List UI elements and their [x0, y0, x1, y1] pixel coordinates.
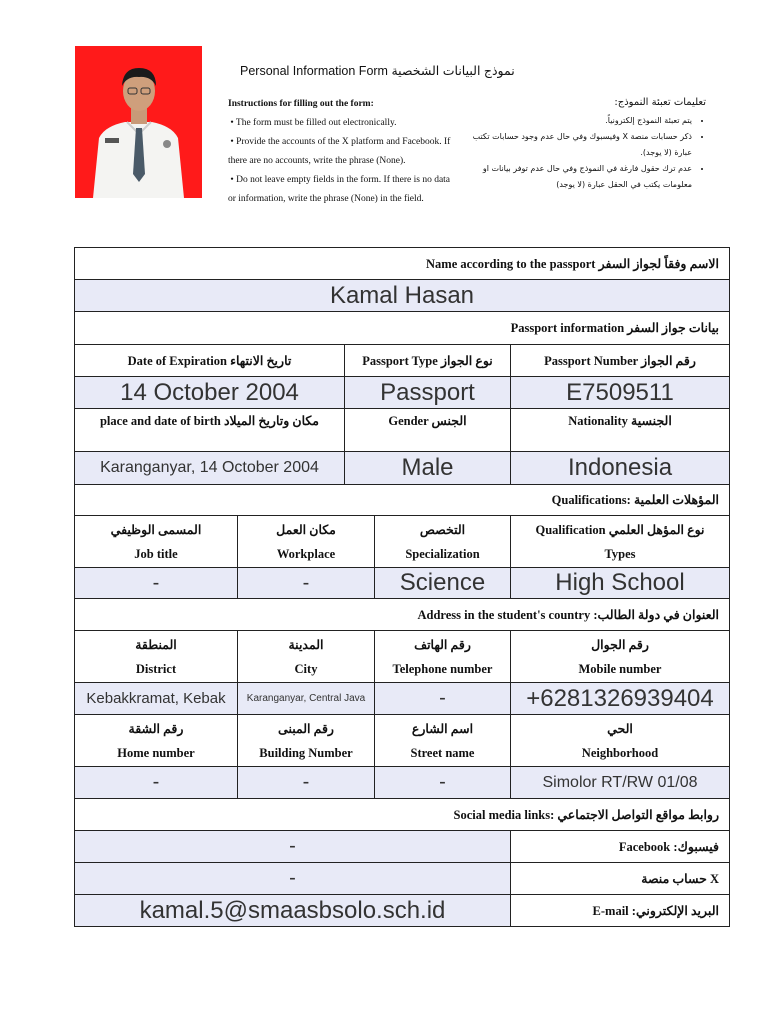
- personal-info-form: [74, 247, 730, 927]
- telephone-value[interactable]: -: [375, 683, 511, 715]
- date-expiration-label: Date of Expiration تاريخ الانتهاء: [75, 345, 345, 377]
- qualifications-label: Qualifications: المؤهلات العلمية: [75, 485, 729, 516]
- instruction-item-arabic: • ذكر حسابات منصة X وفيسبوك وفي حال عدم وجود حسابات تكتب عبارة (لا يوجد).: [470, 129, 692, 161]
- passport-number-value[interactable]: E7509511: [511, 377, 729, 409]
- name-label: Name according to the passport الاسم وفقاً لجواز السفر: [75, 248, 729, 280]
- qualification-type-value[interactable]: High School: [511, 568, 729, 599]
- name-value[interactable]: Kamal Hasan: [75, 280, 729, 312]
- specialization-label: التخصص Specialization: [375, 516, 511, 568]
- home-number-label: رقم الشقة Home number: [75, 715, 238, 767]
- instruction-item-arabic: • يتم تعبئة النموذج إلكترونياً.: [470, 113, 692, 129]
- job-title-value[interactable]: -: [75, 568, 238, 599]
- instructions-heading-arabic: تعليمات تعبئة النموذج:: [614, 97, 706, 108]
- instruction-item: • Provide the accounts of the X platform and Facebook. If there are no accounts, write the phrase (None).: [228, 137, 451, 166]
- facebook-value[interactable]: -: [75, 831, 511, 863]
- instruction-item-arabic: • عدم ترك حقول فارغة في النموذج وفي حال عدم توفر بيانات او معلومات يكتب في الحقل عبارة (لا يوجد): [470, 161, 692, 193]
- nationality-value[interactable]: Indonesia: [511, 452, 729, 485]
- workplace-value[interactable]: -: [238, 568, 375, 599]
- instructions-english: [228, 95, 460, 209]
- x-account-label: حساب منصة X: [511, 863, 729, 895]
- instructions-heading: Instructions for filling out the form:: [228, 99, 374, 109]
- instruction-item: • The form must be filled out electronically.: [228, 118, 397, 128]
- address-label: Address in the student's country :العنوان في دولة الطالب: [75, 599, 729, 631]
- city-value[interactable]: Karanganyar, Central Java: [238, 683, 375, 715]
- qualification-types-label: Qualification نوع المؤهل العلمي Types: [511, 516, 729, 568]
- social-media-label: Social media links: روابط مواقع التواصل الاجتماعي: [75, 799, 729, 831]
- building-number-label: رقم المبنى Building Number: [238, 715, 375, 767]
- gender-value[interactable]: Male: [345, 452, 511, 485]
- email-value[interactable]: kamal.5@smaasbsolo.sch.id: [75, 895, 511, 926]
- neighborhood-value[interactable]: Simolor RT/RW 01/08: [511, 767, 729, 799]
- date-expiration-value[interactable]: 14 October 2004: [75, 377, 345, 409]
- email-label: E-mail :البريد الإلكتروني: [592, 903, 719, 918]
- building-number-value[interactable]: -: [238, 767, 375, 799]
- place-dob-label: place and date of birth مكان وتاريخ الميلاد: [75, 409, 345, 452]
- gender-label: Gender الجنس: [345, 409, 511, 452]
- x-account-value[interactable]: -: [75, 863, 511, 895]
- workplace-label: مكان العمل Workplace: [238, 516, 375, 568]
- district-value[interactable]: Kebakkramat, Kebak: [75, 683, 238, 715]
- passport-type-value[interactable]: Passport: [345, 377, 511, 409]
- mobile-label: رقم الجوال Mobile number: [511, 631, 729, 683]
- street-name-value[interactable]: -: [375, 767, 511, 799]
- instruction-item: • Do not leave empty fields in the form. If there is no data or information, write the phrase (None) in the field.: [228, 175, 451, 204]
- passport-info-label: Passport information بيانات جواز السفر: [75, 312, 729, 345]
- applicant-photo: [75, 46, 202, 198]
- neighborhood-label: الحي Neighborhood: [511, 715, 729, 767]
- facebook-label: Facebook :فيسبوك: [511, 831, 729, 863]
- form-title: Personal Information Form نموذج البيانات الشخصية: [240, 64, 515, 78]
- street-name-label: اسم الشارع Street name: [375, 715, 511, 767]
- home-number-value[interactable]: -: [75, 767, 238, 799]
- instructions-arabic: [470, 95, 706, 193]
- nationality-label: Nationality الجنسية: [511, 409, 729, 452]
- mobile-value[interactable]: +6281326939404: [511, 683, 729, 715]
- district-label: المنطقة District: [75, 631, 238, 683]
- specialization-value[interactable]: Science: [375, 568, 511, 599]
- place-dob-value[interactable]: Karanganyar, 14 October 2004: [75, 452, 345, 485]
- city-label: المدينة City: [238, 631, 375, 683]
- telephone-label: رقم الهاتف Telephone number: [375, 631, 511, 683]
- job-title-label: المسمى الوظيفي Job title: [75, 516, 238, 568]
- passport-type-label: Passport Type نوع الجواز: [345, 345, 511, 377]
- passport-number-label: Passport Number رقم الجواز: [511, 345, 729, 377]
- applicant-photo-image: [75, 46, 202, 198]
